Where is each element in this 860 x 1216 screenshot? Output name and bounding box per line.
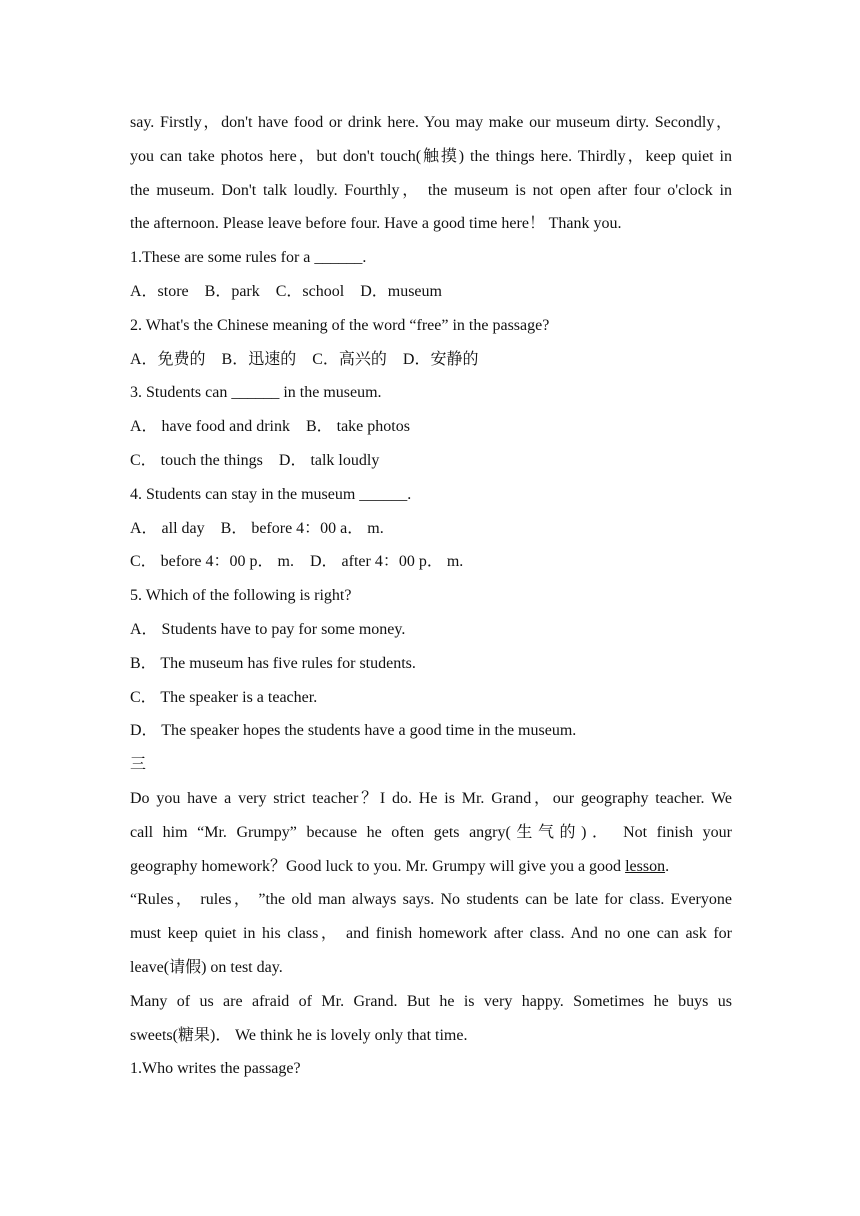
passage-line	[130, 850, 732, 884]
underlined-word: lesson	[625, 857, 666, 875]
passage-line: the afternoon. Please leave before four. Have a good time here！ Thank you.	[130, 215, 622, 233]
question-4	[130, 478, 732, 579]
question-stem: 1.These are some rules for a ______.	[130, 249, 367, 267]
passage-line: sweets(糖果)． We think he is lovely only that time.	[130, 1026, 468, 1044]
section-heading: 三	[130, 756, 147, 774]
question-options: A．免费的 B．迅速的 C．高兴的 D．安静的	[130, 350, 479, 368]
question-stem: 3. Students can ______ in the museum.	[130, 384, 382, 402]
question-option: B． The museum has five rules for students.	[130, 654, 416, 672]
question-options: C． touch the things D． talk loudly	[130, 451, 380, 469]
passage-line: you can take photos here，but don't touch(触摸) the things here. Thirdly，keep quiet in	[130, 147, 732, 165]
question-stem: 4. Students can stay in the museum ______.	[130, 485, 412, 503]
question-option: C． The speaker is a teacher.	[130, 688, 318, 706]
question-options: A． all day B． before 4：00 a． m.	[130, 519, 384, 537]
question-1	[130, 241, 732, 309]
passage-line: “Rules， rules， ”the old man always says. No students can be late for class. Everyone	[130, 891, 732, 909]
passage-line: Many of us are afraid of Mr. Grand. But he is very happy. Sometimes he buys us	[130, 992, 732, 1010]
passage-3-paragraph-3	[130, 985, 732, 1053]
passage-line: say. Firstly，don't have food or drink here. You may make our museum dirty. Secondly，	[130, 114, 732, 131]
passage-line: must keep quiet in his class， and finish homework after class. And no one can ask for	[130, 925, 732, 943]
passage-2	[130, 106, 732, 241]
passage-line: call him “Mr. Grumpy” because he often gets angry(生气的)． Not finish your	[130, 823, 732, 841]
question-options: A． have food and drink B． take photos	[130, 418, 410, 436]
question-5	[130, 579, 732, 748]
passage-line: leave(请假) on test day.	[130, 958, 283, 976]
passage-3-paragraph-2	[130, 883, 732, 984]
question-stem: 2. What's the Chinese meaning of the word “free” in the passage?	[130, 316, 550, 334]
question-stem: 5. Which of the following is right?	[130, 587, 352, 605]
passage-line: the museum. Don't talk loudly. Fourthly， the museum is not open after four o'clock in	[130, 181, 732, 199]
passage-line: Do you have a very strict teacher？I do. He is Mr. Grand，our geography teacher. We	[130, 789, 732, 807]
question-3	[130, 376, 732, 477]
question-stem: 1.Who writes the passage?	[130, 1060, 301, 1078]
passage-3-paragraph-1	[130, 782, 732, 883]
question-option: A． Students have to pay for some money.	[130, 620, 406, 638]
question-options: C． before 4：00 p． m. D． after 4：00 p． m.	[130, 553, 464, 571]
passage-text: .	[665, 857, 670, 875]
question-options: A．store B．park C．school D．museum	[130, 282, 442, 300]
question-option: D． The speaker hopes the students have a good time in the museum.	[130, 722, 577, 740]
question-2	[130, 309, 732, 377]
passage-text: geography homework？Good luck to you. Mr. Grumpy will give you a good	[130, 857, 626, 875]
document-body	[130, 106, 732, 1086]
